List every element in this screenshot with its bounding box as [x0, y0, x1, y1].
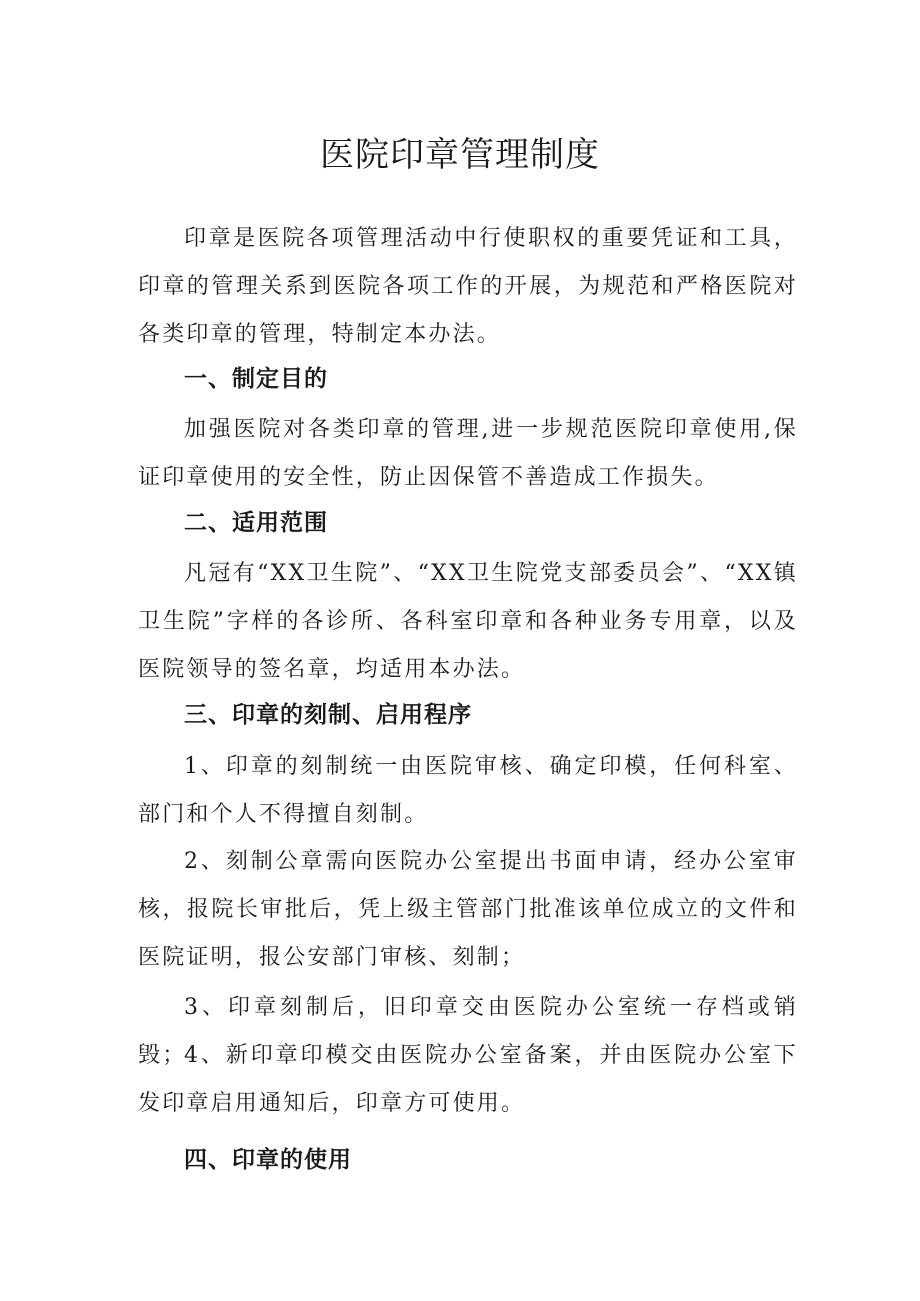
engraving-item-1: 1、印章的刻制统一由医院审核、确定印模，任何科室、部门和个人不得擅自刻制。	[138, 754, 798, 827]
section-heading-engraving: 三、印章的刻制、启用程序	[184, 702, 472, 728]
document-title: 医院印章管理制度	[320, 135, 600, 175]
engraving-item-4: 4、新印章印模交由医院办公室备案，并由医院办公室下发印章启用通知后，印章方可使用。	[138, 1043, 798, 1116]
engraving-item-3: 3、印章刻制后，旧印章交由医院办公室统一存档或销毁；	[138, 995, 798, 1068]
section-heading-purpose: 一、制定目的	[184, 366, 328, 392]
intro-paragraph: 印章是医院各项管理活动中行使职权的重要凭证和工具，印章的管理关系到医院各项工作的开展，为规范和严格医院对各类印章的管理，特制定本办法。	[138, 226, 798, 347]
engraving-item-2: 2、刻制公章需向医院办公室提出书面申请，经办公室审核，报院长审批后，凭上级主管部门批准该单位成立的文件和医院证明，报公安部门审核、刻制；	[138, 849, 798, 970]
section-scope-paragraph: 凡冠有“XX卫生院”、“XX卫生院党支部委员会”、“XX镇卫生院”字样的各诊所、各科室印章和各种业务专用章，以及医院领导的签名章，均适用本办法。	[138, 561, 798, 682]
section-purpose-paragraph: 加强医院对各类印章的管理,进一步规范医院印章使用,保证印章使用的安全性，防止因保管不善造成工作损失。	[138, 417, 798, 490]
section-heading-scope: 二、适用范围	[184, 510, 328, 536]
section-heading-usage: 四、印章的使用	[184, 1147, 352, 1173]
